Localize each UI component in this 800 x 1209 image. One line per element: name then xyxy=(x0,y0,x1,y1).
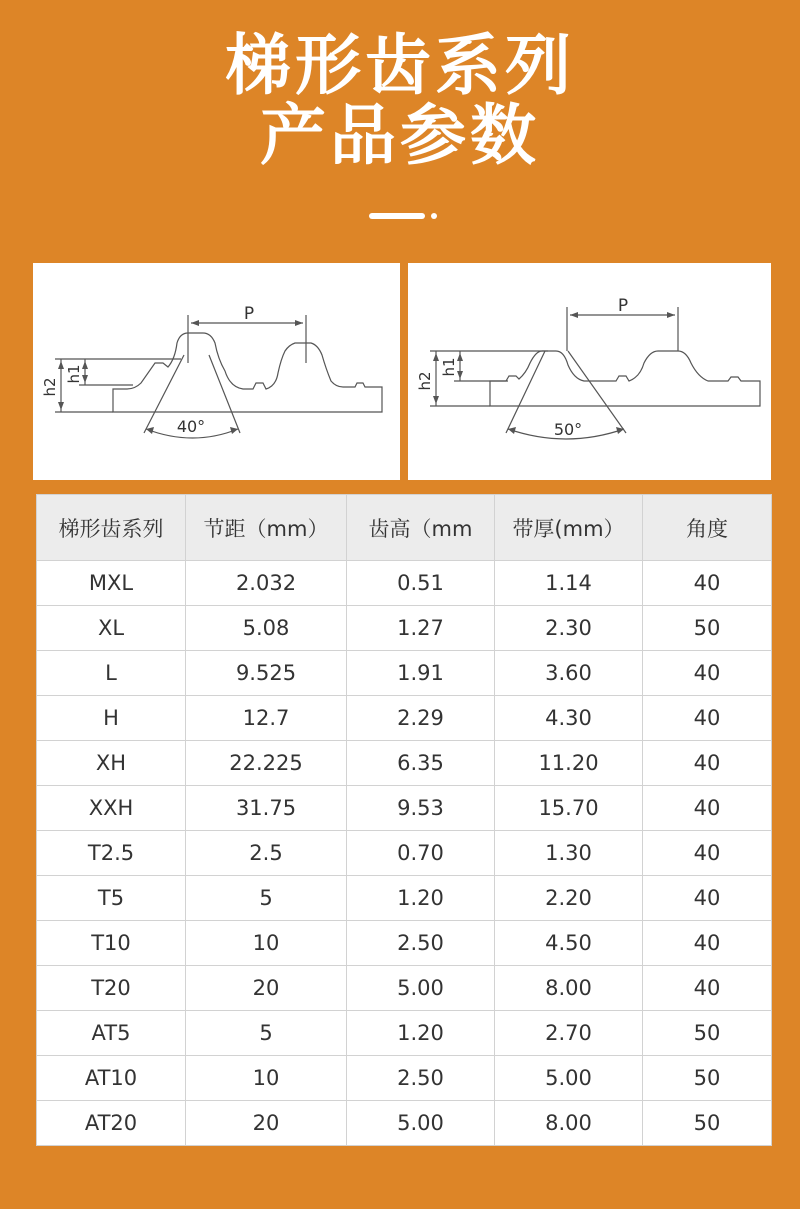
cell-pitch: 5 xyxy=(186,1011,347,1056)
pitch-label: P xyxy=(243,304,255,324)
cell-angle: 40 xyxy=(643,651,772,696)
cell-belt-thickness: 5.00 xyxy=(495,1056,643,1101)
cell-belt-thickness: 8.00 xyxy=(495,1101,643,1146)
cell-tooth-height: 1.91 xyxy=(347,651,495,696)
cell-belt-thickness: 11.20 xyxy=(495,741,643,786)
cell-angle: 40 xyxy=(643,876,772,921)
decorative-dot xyxy=(431,213,437,219)
cell-pitch: 20 xyxy=(186,1101,347,1146)
cell-pitch: 20 xyxy=(186,966,347,1011)
h2-label: h2 xyxy=(41,377,59,397)
header-series: 梯形齿系列 xyxy=(37,495,186,561)
header-belt-thickness: 带厚(mm） xyxy=(495,495,643,561)
cell-pitch: 22.225 xyxy=(186,741,347,786)
tooth-diagram-40 xyxy=(33,263,400,480)
angle-label: 40° xyxy=(176,417,206,436)
header-tooth-height: 齿高（mm xyxy=(347,495,495,561)
cell-series: T2.5 xyxy=(37,831,186,876)
cell-series: T5 xyxy=(37,876,186,921)
table-row xyxy=(37,696,772,741)
cell-series: XL xyxy=(37,606,186,651)
cell-tooth-height: 2.50 xyxy=(347,921,495,966)
cell-pitch: 2.032 xyxy=(186,561,347,606)
cell-angle: 40 xyxy=(643,966,772,1011)
cell-tooth-height: 2.50 xyxy=(347,1056,495,1101)
cell-angle: 40 xyxy=(643,561,772,606)
tooth-diagram-50-svg xyxy=(408,263,771,480)
cell-tooth-height: 1.20 xyxy=(347,876,495,921)
table-row xyxy=(37,921,772,966)
tooth-diagram-50 xyxy=(408,263,771,480)
cell-tooth-height: 0.70 xyxy=(347,831,495,876)
cell-series: L xyxy=(37,651,186,696)
table-row xyxy=(37,876,772,921)
cell-belt-thickness: 15.70 xyxy=(495,786,643,831)
table-row xyxy=(37,741,772,786)
cell-series: AT20 xyxy=(37,1101,186,1146)
cell-angle: 40 xyxy=(643,831,772,876)
cell-angle: 50 xyxy=(643,606,772,651)
cell-belt-thickness: 8.00 xyxy=(495,966,643,1011)
cell-pitch: 12.7 xyxy=(186,696,347,741)
cell-pitch: 10 xyxy=(186,1056,347,1101)
cell-belt-thickness: 2.30 xyxy=(495,606,643,651)
cell-series: AT10 xyxy=(37,1056,186,1101)
cell-pitch: 10 xyxy=(186,921,347,966)
cell-belt-thickness: 1.30 xyxy=(495,831,643,876)
cell-tooth-height: 0.51 xyxy=(347,561,495,606)
cell-tooth-height: 6.35 xyxy=(347,741,495,786)
table-row xyxy=(37,1101,772,1146)
table-body xyxy=(37,561,772,1146)
decorative-underline xyxy=(369,213,425,219)
h1-label: h1 xyxy=(440,357,458,377)
cell-angle: 40 xyxy=(643,741,772,786)
cell-series: AT5 xyxy=(37,1011,186,1056)
table-row xyxy=(37,1011,772,1056)
cell-series: T10 xyxy=(37,921,186,966)
table-row xyxy=(37,831,772,876)
cell-angle: 40 xyxy=(643,786,772,831)
table-row xyxy=(37,651,772,696)
cell-series: XH xyxy=(37,741,186,786)
page-title-line1: 梯形齿系列 xyxy=(225,27,575,104)
cell-angle: 50 xyxy=(643,1101,772,1146)
header-angle: 角度 xyxy=(643,495,772,561)
page-title-line2: 产品参数 xyxy=(260,97,540,174)
h2-label: h2 xyxy=(416,371,434,391)
h1-label: h1 xyxy=(65,364,83,384)
cell-tooth-height: 5.00 xyxy=(347,966,495,1011)
table-row xyxy=(37,786,772,831)
cell-belt-thickness: 4.30 xyxy=(495,696,643,741)
cell-series: T20 xyxy=(37,966,186,1011)
cell-tooth-height: 5.00 xyxy=(347,1101,495,1146)
cell-pitch: 2.5 xyxy=(186,831,347,876)
table-row xyxy=(37,966,772,1011)
cell-belt-thickness: 3.60 xyxy=(495,651,643,696)
cell-tooth-height: 1.27 xyxy=(347,606,495,651)
cell-tooth-height: 1.20 xyxy=(347,1011,495,1056)
cell-angle: 50 xyxy=(643,1056,772,1101)
cell-belt-thickness: 2.20 xyxy=(495,876,643,921)
cell-series: MXL xyxy=(37,561,186,606)
cell-belt-thickness: 1.14 xyxy=(495,561,643,606)
table-row xyxy=(37,606,772,651)
table-row xyxy=(37,561,772,606)
cell-tooth-height: 2.29 xyxy=(347,696,495,741)
cell-tooth-height: 9.53 xyxy=(347,786,495,831)
cell-belt-thickness: 2.70 xyxy=(495,1011,643,1056)
cell-pitch: 5.08 xyxy=(186,606,347,651)
tooth-diagram-40-svg xyxy=(33,263,400,480)
cell-pitch: 5 xyxy=(186,876,347,921)
cell-pitch: 9.525 xyxy=(186,651,347,696)
header-pitch: 节距（mm） xyxy=(186,495,347,561)
table-header-row xyxy=(37,495,772,561)
angle-label: 50° xyxy=(553,420,583,439)
spec-table xyxy=(36,494,772,1146)
cell-angle: 40 xyxy=(643,696,772,741)
table-row xyxy=(37,1056,772,1101)
cell-series: H xyxy=(37,696,186,741)
cell-belt-thickness: 4.50 xyxy=(495,921,643,966)
cell-series: XXH xyxy=(37,786,186,831)
cell-angle: 40 xyxy=(643,921,772,966)
cell-pitch: 31.75 xyxy=(186,786,347,831)
pitch-label: P xyxy=(617,296,629,316)
cell-angle: 50 xyxy=(643,1011,772,1056)
